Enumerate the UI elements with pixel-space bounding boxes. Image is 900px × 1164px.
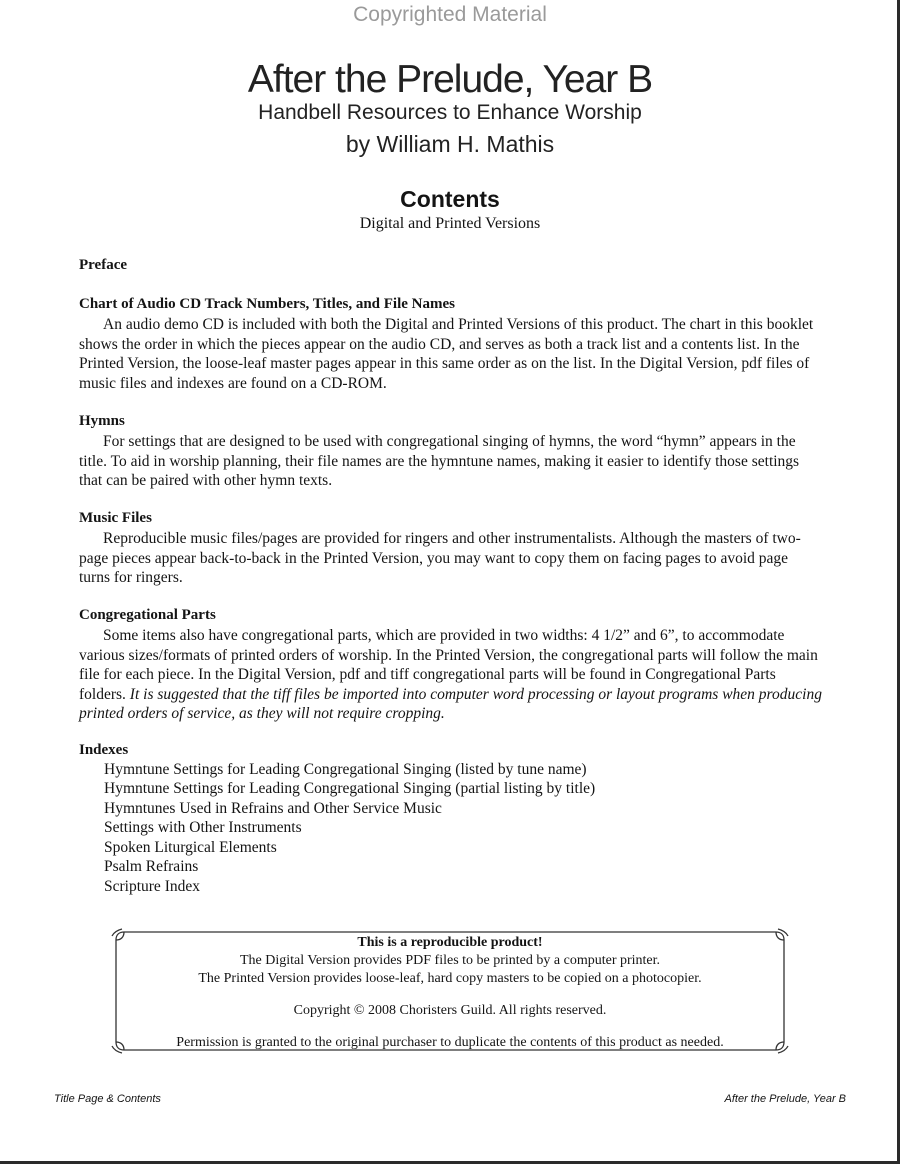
congregational-text: Some items also have congregational parts, which are provided in two widths: 4 1/2” and 6”, to accommodate various sizes/formats of printed orders of worship. In the Printed Version, the congregational parts will follow the main file for each piece. In the Digital Version, pdf and tiff congregational parts will be found in Congregational Parts folders.: [79, 627, 818, 703]
footer-book-title: After the Prelude, Year B: [724, 1093, 846, 1105]
congregational-italic-text: It is suggested that the tiff files be imported into computer word processing or layout programs when producing printed orders of service, as they will not require cropping.: [79, 685, 822, 722]
notice-spacer: [110, 1020, 790, 1034]
index-item: Psalm Refrains: [104, 858, 199, 875]
chart-section-body: [79, 315, 822, 393]
chart-paragraph: An audio demo CD is included with both the Digital and Printed Versions of this product. The chart in this booklet shows the order in which the pieces appear on the audio CD, and serves as both a track list and a contents list. In the Printed Version, the loose-leaf master pages appear in this same order as on the list. In the Digital Version, pdf files of music files and indexes are found on a CD-ROM.: [79, 316, 814, 392]
index-item: Spoken Liturgical Elements: [104, 839, 277, 856]
index-item: Hymntune Settings for Leading Congregational Singing (partial listing by title): [104, 780, 596, 797]
page-title: After the Prelude, Year B: [247, 58, 653, 101]
index-item: Scripture Index: [104, 878, 200, 895]
indexes-heading: Indexes: [79, 742, 129, 758]
notice-spacer: [110, 988, 790, 1002]
footer-section-title: Title Page & Contents: [54, 1093, 161, 1105]
notice-digital-line: The Digital Version provides PDF files to be printed by a computer printer.: [239, 953, 661, 968]
contents-heading: Contents: [400, 186, 500, 212]
preface-heading: Preface: [79, 257, 128, 273]
index-item: Settings with Other Instruments: [104, 819, 302, 836]
notice-text-block: [110, 934, 790, 1052]
congregational-paragraph: [79, 626, 822, 724]
reproducible-notice-box: [110, 926, 790, 1056]
index-item: Hymntune Settings for Leading Congregational Singing (listed by tune name): [104, 761, 587, 778]
copyright-watermark: Copyrighted Material: [353, 3, 547, 26]
contents-subheading: Digital and Printed Versions: [359, 215, 541, 232]
music-files-section-body: [79, 529, 822, 588]
chart-heading: Chart of Audio CD Track Numbers, Titles, and File Names: [79, 296, 455, 312]
index-item: Hymntunes Used in Refrains and Other Service Music: [104, 800, 442, 817]
notice-headline: This is a reproducible product!: [357, 935, 543, 950]
hymns-section-body: [79, 432, 822, 491]
music-files-paragraph: Reproducible music files/pages are provided for ringers and other instrumentalists. Although the masters of two-page pieces appear back-to-back in the Printed Version, you may want to copy them on facing pages to avoid page turns for ringers.: [79, 530, 801, 586]
notice-printed-line: The Printed Version provides loose-leaf, hard copy masters to be copied on a photocopier.: [198, 971, 702, 986]
hymns-heading: Hymns: [79, 413, 125, 429]
page-subtitle: Handbell Resources to Enhance Worship: [258, 101, 642, 124]
hymns-paragraph: For settings that are designed to be used with congregational singing of hymns, the word “hymn” appears in the title. To aid in worship planning, their file names are the hymntune names, making it easier to identify those settings that can be paired with other hymn texts.: [79, 433, 800, 489]
copyright-line: Copyright © 2008 Choristers Guild. All rights reserved.: [293, 1003, 607, 1018]
permission-line: Permission is granted to the original purchaser to duplicate the contents of this product as needed.: [176, 1035, 724, 1050]
congregational-section-body: [79, 626, 822, 724]
music-files-heading: Music Files: [79, 510, 152, 526]
author-line: by William H. Mathis: [345, 131, 555, 157]
congregational-heading: Congregational Parts: [79, 607, 216, 623]
